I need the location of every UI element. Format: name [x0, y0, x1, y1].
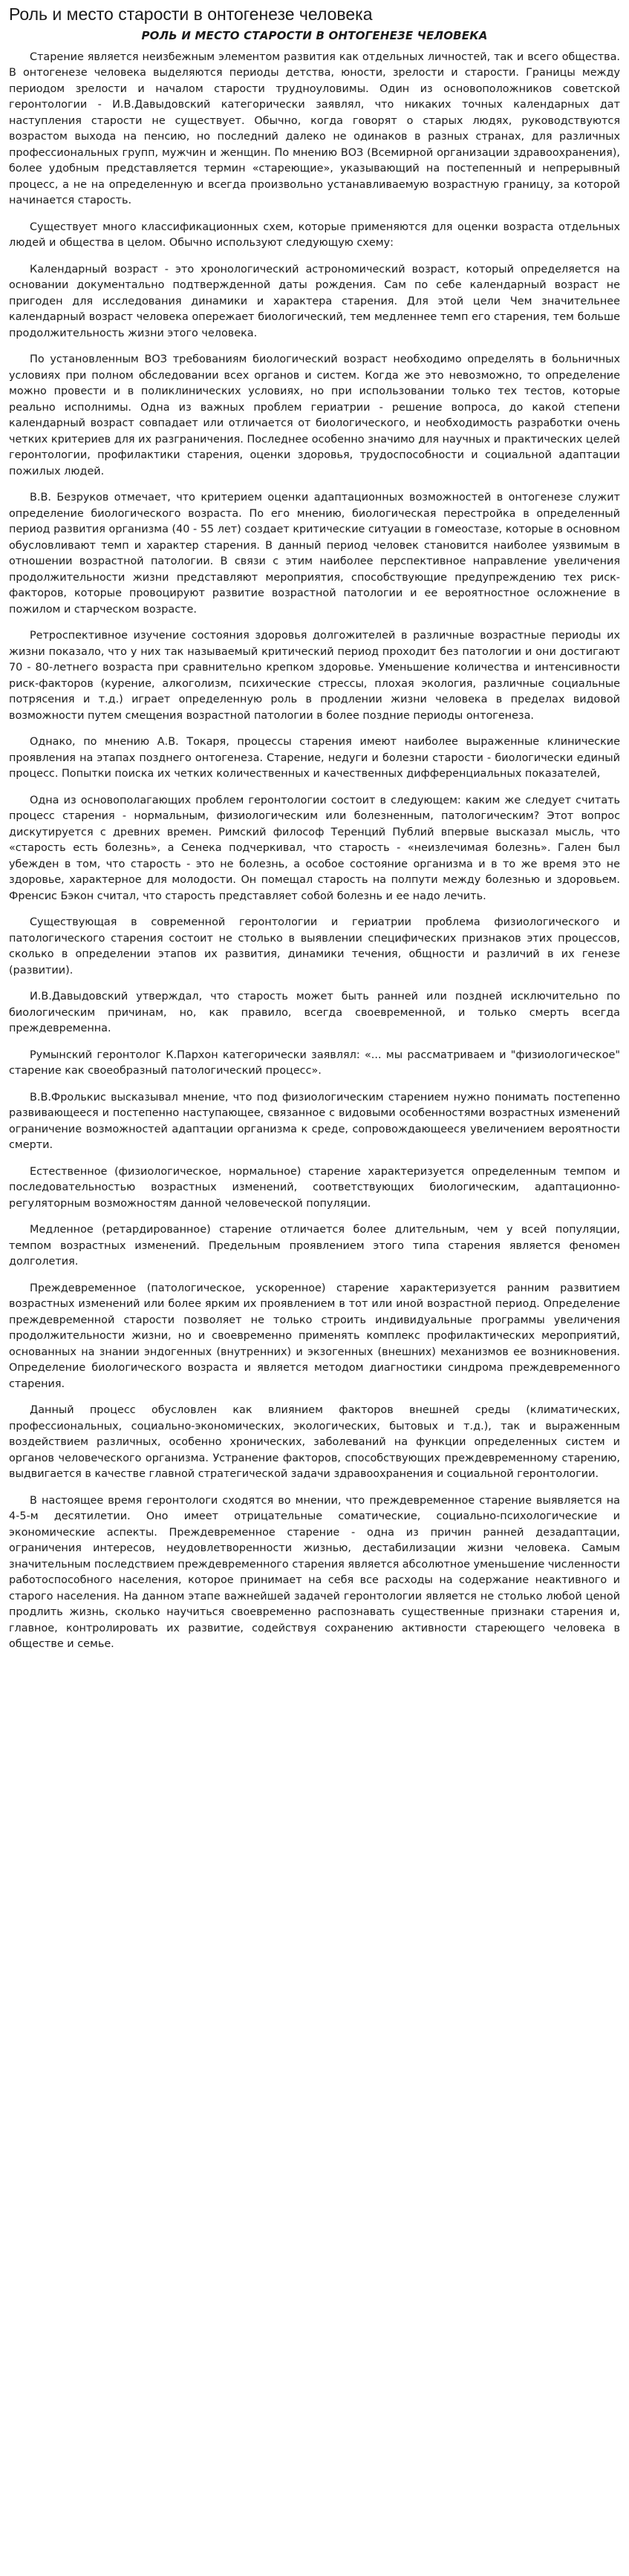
paragraph: Однако, по мнению А.В. Токаря, процессы старения имеют наиболее выраженные клинические проявления на этапах позднего онтогенеза. Старение, недуги и болезни старости - биологически единый процесс. Попытки поиска их четких количественных и качественных дифференциальных показателей, [9, 736, 620, 780]
paragraph: И.В.Давыдовский утверждал, что старость может быть ранней или поздней исключительно по биологическим причинам, но, как правило, всегда своевременной, и только смерть всегда преждевременна. [9, 991, 620, 1035]
paragraph: В настоящее время геронтологи сходятся во мнении, что преждевременное старение выявляется на 4-5-м десятилетии. Оно имеет отрицательные соматические, социально-психологические и экономические аспекты. Преждевременное старение - одна из причин ранней дезадаптации, ограничения интересов, неудовлетворенности жизнью, дестабилизации жизни человека. Самым значительным последствием преждевременного старения является абсолютное уменьшение численности работоспособного населения, которое принимает на себя все расходы на содержание неактивного и старого населения. На данном этапе важнейшей задачей геронтологии является не столько любой ценой продлить жизнь, сколько научиться своевременно распознавать существенные признаки старения и, главное, контролировать их развитие, содействуя сохранению активности стареющего человека в обществе и семье. [9, 1494, 620, 1651]
paragraph: Одна из основополагающих проблем геронтологии состоит в следующем: каким же следует считать процесс старения - нормальным, физиологическим или болезненным, патологическим? Этот вопрос дискутируется с древних времен. Римский философ Теренций Публий впервые высказал мысль, что «старость есть болезнь», а Сенека подчеркивал, что старость - «неизлечимая болезнь». Гален был убежден в том, что старость - это не болезнь, а особое состояние организма и в то же время это не здоровье, характерное для молодости. Он помещал старость на полпути между болезнью и здоровьем. Френсис Бэкон считал, что старость представляет собой болезнь и ее надо лечить. [9, 794, 620, 902]
article-body [9, 29, 620, 1653]
paragraph: В.В. Безруков отмечает, что критерием оценки адаптационных возможностей в онтогенезе служит определение биологического возраста. По его мнению, биологическая перестройка в определенный период развития организма (40 - 55 лет) создает критические ситуации в гомеостазе, которые в основном обусловливают темп и характер старения. В данный период человек становится наиболее уязвимым в отношении возрастной патологии. В связи с этим наиболее перспективное направление увеличения продолжительности жизни представляют мероприятия, способствующие предупреждению тех риск-факторов, которые провоцируют развитие возрастной патологии и ее вероятностное осложнение в пожилом и старческом возрасте. [9, 492, 620, 616]
paragraph: Календарный возраст - это хронологический астрономический возраст, который определяется на основании документально подтвержденной даты рождения. Сам по себе календарный возраст не пригоден для исследования динамики и характера старения. Для этой цели Чем значительнее календарный возраст человека опережает биологический, тем медленнее темп его старения, тем больше продолжительность жизни этого человека. [9, 263, 620, 339]
paragraph: По установленным ВОЗ требованиям биологический возраст необходимо определять в больничных условиях при полном обследовании всех органов и систем. Когда же это невозможно, то определение можно провести и в поликлинических условиях, но при использовании только тех тестов, которые реально исполнимы. Одна из важных проблем гериатрии - решение вопроса, до какой степени календарный возраст совпадает или отличается от биологического, и необходимость разработки очень четких критериев для их разграничения. Последнее особенно значимо для научных и практических целей геронтологии, профилактики старения, оценки здоровья, трудоспособности и социальной адаптации пожилых людей. [9, 353, 620, 477]
paragraph: Данный процесс обусловлен как влиянием факторов внешней среды (климатических, профессиональных, социально-экономических, экологических, бытовых и т.д.), так и выраженным воздействием различных, особенно хронических, заболеваний на функции определенных систем и органов человеческого организма. Устранение факторов, способствующих преждевременному старению, выдвигается в качестве главной стратегической задачи здравоохранения и социальной геронтологии. [9, 1404, 620, 1481]
paragraph: Румынский геронтолог К.Пархон категорически заявлял: «... мы рассматриваем и "физиологическое" старение как своеобразный патологический процесс». [9, 1049, 620, 1077]
paragraph: Ретроспективное изучение состояния здоровья долгожителей в различные возрастные периоды их жизни показало, что у них так называемый критический период проходит без патологии и они достигают 70 - 80-летнего возраста при сравнительно крепком здоровье. Уменьшение количества и интенсивности риск-факторов (курение, алкоголизм, психические стрессы, плохая экология, различные социальные потрясения и т.д.) играет определенную роль в продлении жизни человека в пределах видовой возможности путем смещения возрастной патологии в более поздние периоды онтогенеза. [9, 630, 620, 722]
paragraph: Существующая в современной геронтологии и гериатрии проблема физиологического и патологического старения состоит не столько в выявлении специфических признаков этих процессов, сколько в определении этапов их развития, динамики течения, общности и различий в их генезе (развитии). [9, 916, 620, 976]
paragraph: Существует много классификационных схем, которые применяются для оценки возраста отдельных людей и общества в целом. Обычно используют следующую схему: [9, 221, 620, 250]
article-heading: РОЛЬ И МЕСТО СТАРОСТИ В ОНТОГЕНЕЗЕ ЧЕЛОВЕКА [141, 28, 488, 42]
paragraph: Медленное (ретардированное) старение отличается более длительным, чем у всей популяции, темпом возрастных изменений. Предельным проявлением этого типа старения является феномен долголетия. [9, 1224, 620, 1268]
paragraph: Естественное (физиологическое, нормальное) старение характеризуется определенным темпом и последовательностью возрастных изменений, соответствующих биологическим, адаптационно-регуляторным возможностям данной человеческой популяции. [9, 1165, 620, 1210]
page-title: Роль и место старости в онтогенезе человека [9, 4, 373, 24]
paragraph: Старение является неизбежным элементом развития как отдельных личностей, так и всего общества. В онтогенезе человека выделяются периоды детства, юности, зрелости и старости. Границы между периодом зрелости и началом старости трудноуловимы. Один из основоположников советской геронтологии - И.В.Давыдовский категорически заявлял, что никаких точных календарных дат наступления старости не существует. Обычно, когда говорят о старых людях, руководствуются возрастом выхода на пенсию, но последний далеко не одинаков в разных странах, для различных профессиональных групп, мужчин и женщин. По мнению ВОЗ (Всемирной организации здравоохранения), более удобным представляется термин «стареющие», указывающий на постепенный и непрерывный процесс, а не на определенную и всегда произвольно устанавливаемую возрастную границу, за которой начинается старость. [9, 50, 620, 207]
paragraph: В.В.Фролькис высказывал мнение, что под физиологическим старением нужно понимать постепенно развивающееся и постепенно наступающее, связанное с видовыми особенностями возрастных изменений ограничение возможностей адаптации организма к среде, сопровождающееся увеличением вероятности смерти. [9, 1091, 620, 1152]
paragraph: Преждевременное (патологическое, ускоренное) старение характеризуется ранним развитием возрастных изменений или более ярким их проявлением в тот или иной возрастной период. Определение преждевременной старости позволяет не только строить индивидуальные программы увеличения продолжительности жизни, но и своевременно применять комплекс профилактических мероприятий, основанных на знании эндогенных (внутренних) и экзогенных (внешних) механизмов ее возникновения. Определение биологического возраста и является методом диагностики синдрома преждевременного старения. [9, 1282, 620, 1390]
